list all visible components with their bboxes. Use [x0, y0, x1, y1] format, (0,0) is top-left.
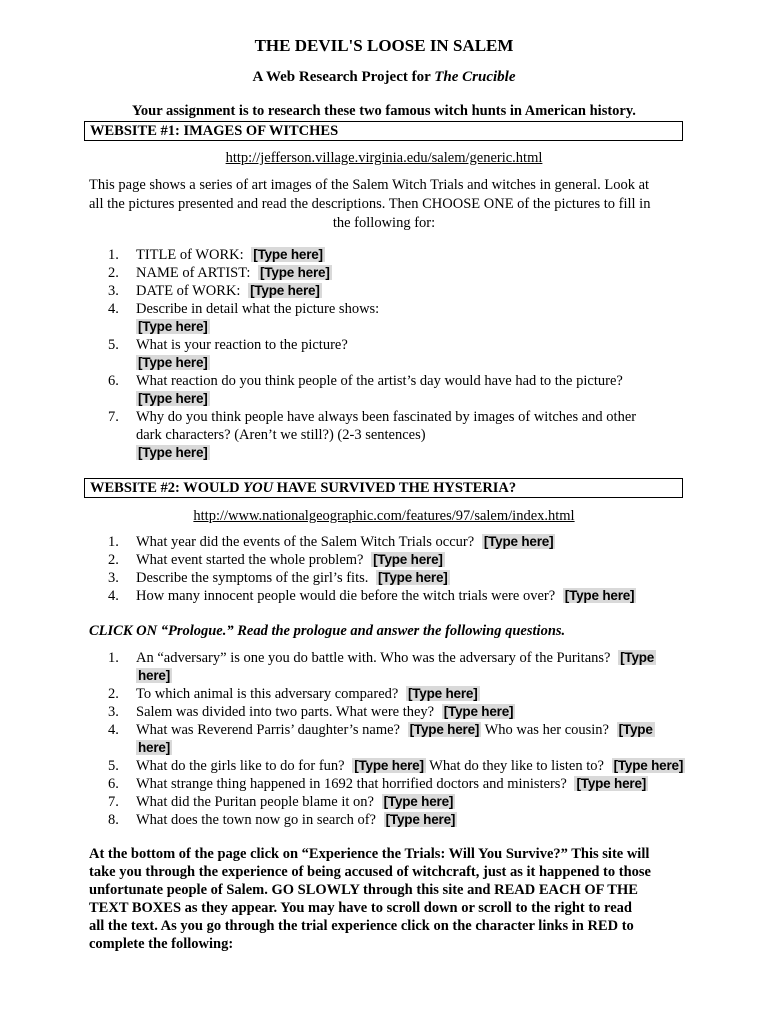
- question-text: What year did the events of the Salem Witch Trials occur?: [136, 534, 475, 550]
- website2-heading-post: HAVE SURVIVED THE HYSTERIA?: [273, 480, 517, 496]
- answer-field[interactable]: [Type here]: [138, 445, 208, 460]
- list-item: 2. To which animal is this adversary compared? [Type here]: [108, 686, 478, 702]
- closing-line: unfortunate people of Salem. GO SLOWLY through this site and READ EACH OF THE: [89, 882, 638, 898]
- website1-heading: WEBSITE #1: IMAGES OF WITCHES: [90, 123, 339, 139]
- list-item: 5. What do the girls like to do for fun? [Type here] What do they like to listen to? [Type here]: [108, 758, 684, 774]
- question-text: What is your reaction to the picture?: [136, 337, 348, 353]
- question-text: NAME of ARTIST:: [136, 265, 251, 281]
- list-item: 4. Describe in detail what the picture shows:: [108, 301, 380, 317]
- answer-field[interactable]: [Type here]: [354, 758, 424, 773]
- answer-field[interactable]: [Type here]: [483, 534, 554, 549]
- list-item: 7. Why do you think people have always been fascinated by images of witches and other: [108, 409, 637, 425]
- answer-field[interactable]: [Type here]: [378, 570, 448, 585]
- answer-field[interactable]: [Type here]: [373, 552, 443, 567]
- question-text: What was Reverend Parris’ daughter’s name?: [136, 722, 400, 738]
- closing-line: complete the following:: [89, 936, 234, 952]
- website1-intro: [89, 176, 689, 233]
- page-subtitle: [0, 69, 768, 86]
- list-item: 6. What reaction do you think people of the artist’s day would have had to the picture?: [108, 373, 623, 389]
- answer-field[interactable]: [Type here]: [383, 794, 454, 809]
- list-item-continuation: [108, 318, 210, 336]
- answer-field[interactable]: [Type here]: [138, 355, 208, 370]
- answer-field[interactable]: [Type here]: [443, 704, 514, 719]
- answer-field[interactable]: [Type here]: [613, 758, 684, 773]
- list-item: 5. What is your reaction to the picture?: [108, 337, 348, 353]
- website2-url-link[interactable]: http://www.nationalgeographic.com/features/97/salem/index.html: [193, 508, 575, 524]
- question-text: Describe in detail what the picture shows:: [136, 301, 380, 317]
- closing-line: take you through the experience of being accused of witchcraft, just as it happened to those: [89, 864, 651, 880]
- website1-heading-box: [84, 121, 683, 141]
- list-item: 2. What event started the whole problem? [Type here]: [108, 552, 443, 568]
- answer-field[interactable]: [Type here]: [138, 319, 208, 334]
- question-text: What event started the whole problem?: [136, 552, 364, 568]
- closing-line: TEXT BOXES as they appear. You may have to scroll down or scroll to the right to read: [89, 900, 632, 916]
- list-item: 1. TITLE of WORK: [Type here]: [108, 247, 323, 263]
- list-item-continuation: [108, 354, 210, 372]
- list-item: 7. What did the Puritan people blame it on? [Type here]: [108, 794, 454, 810]
- answer-field[interactable]: [Type here]: [576, 776, 647, 791]
- list-item-continuation: [108, 390, 210, 408]
- answer-field[interactable]: [Type here]: [407, 686, 478, 701]
- website1-url-link[interactable]: http://jefferson.village.virginia.edu/salem/generic.html: [225, 150, 543, 166]
- question-text: What do they like to listen to?: [429, 758, 604, 774]
- list-item-continuation: [108, 667, 172, 685]
- answer-field[interactable]: [Type here]: [564, 588, 635, 603]
- list-item: 4. What was Reverend Parris’ daughter’s name? [Type here] Who was her cousin? [Type: [108, 722, 653, 738]
- list-item-continuation: [108, 444, 210, 462]
- website2-heading-box: [84, 478, 683, 498]
- page-title: THE DEVIL'S LOOSE IN SALEM: [254, 36, 514, 55]
- closing-line: At the bottom of the page click on “Experience the Trials: Will You Survive?” This site will: [89, 846, 650, 862]
- book-title: The Crucible: [434, 69, 516, 85]
- answer-field[interactable]: [Type: [618, 722, 653, 737]
- question-text: What does the town now go in search of?: [136, 812, 376, 828]
- answer-field[interactable]: [Type: [620, 650, 655, 665]
- list-item: 3. Describe the symptoms of the girl’s fits. [Type here]: [108, 570, 448, 586]
- answer-field[interactable]: [Type here]: [409, 722, 480, 737]
- question-text: Describe the symptoms of the girl’s fits.: [136, 570, 369, 586]
- question-text: What reaction do you think people of the artist’s day would have had to the picture?: [136, 373, 623, 389]
- answer-field[interactable]: [Type here]: [253, 247, 323, 262]
- assignment-statement: Your assignment is to research these two famous witch hunts in American history.: [132, 103, 636, 119]
- list-item: 4. How many innocent people would die before the witch trials were over? [Type here]: [108, 588, 635, 604]
- answer-field[interactable]: [Type here]: [385, 812, 456, 827]
- question-text: How many innocent people would die before the witch trials were over?: [136, 588, 556, 604]
- question-text: What do the girls like to do for fun?: [136, 758, 345, 774]
- website2-heading-pre: WEBSITE #2: WOULD: [90, 480, 244, 496]
- answer-field[interactable]: [Type here]: [260, 265, 330, 280]
- question-text: TITLE of WORK:: [136, 247, 244, 263]
- answer-field[interactable]: here]: [138, 668, 171, 683]
- intro-line-1: This page shows a series of art images of the Salem Witch Trials and witches in general. Look at: [89, 177, 650, 193]
- closing-line: all the text. As you go through the trial experience click on the character links in RED to: [89, 918, 634, 934]
- intro-line-3: the following for:: [332, 215, 436, 231]
- question-text: Salem was divided into two parts. What were they?: [136, 704, 435, 720]
- list-item-continuation: [108, 739, 172, 757]
- closing-paragraph: [89, 845, 689, 953]
- list-item: 3. Salem was divided into two parts. What were they? [Type here]: [108, 704, 514, 720]
- question-text: Who was her cousin?: [484, 722, 609, 738]
- list-item: 3. DATE of WORK: [Type here]: [108, 283, 320, 299]
- question-text: To which animal is this adversary compared?: [136, 686, 399, 702]
- answer-field[interactable]: [Type here]: [250, 283, 320, 298]
- list-item: 1. An “adversary” is one you do battle with. Who was the adversary of the Puritans? [Type: [108, 650, 655, 666]
- list-item: 8. What does the town now go in search of? [Type here]: [108, 812, 456, 828]
- answer-field[interactable]: here]: [138, 740, 171, 755]
- question-text: Why do you think people have always been fascinated by images of witches and other: [136, 409, 637, 425]
- list-item: 1. What year did the events of the Salem Witch Trials occur? [Type here]: [108, 534, 554, 550]
- subtitle-prefix: A Web Research Project for: [252, 69, 435, 85]
- answer-field[interactable]: [Type here]: [138, 391, 208, 406]
- website2-heading-em: YOU: [243, 480, 274, 496]
- question-text: DATE of WORK:: [136, 283, 241, 299]
- question-text: dark characters? (Aren’t we still?) (2-3 sentences): [136, 427, 426, 443]
- question-text: What did the Puritan people blame it on?: [136, 794, 374, 810]
- list-item-continuation: [108, 426, 426, 444]
- list-item: 2. NAME of ARTIST: [Type here]: [108, 265, 330, 281]
- question-text: What strange thing happened in 1692 that horrified doctors and ministers?: [136, 776, 567, 792]
- prologue-instruction: CLICK ON “Prologue.” Read the prologue and answer the following questions.: [89, 623, 566, 639]
- intro-line-2: all the pictures presented and read the descriptions. Then CHOOSE ONE of the pictures to fill in: [89, 196, 651, 212]
- question-text: An “adversary” is one you do battle with. Who was the adversary of the Puritans?: [136, 650, 611, 666]
- list-item: 6. What strange thing happened in 1692 that horrified doctors and ministers? [Type here]: [108, 776, 647, 792]
